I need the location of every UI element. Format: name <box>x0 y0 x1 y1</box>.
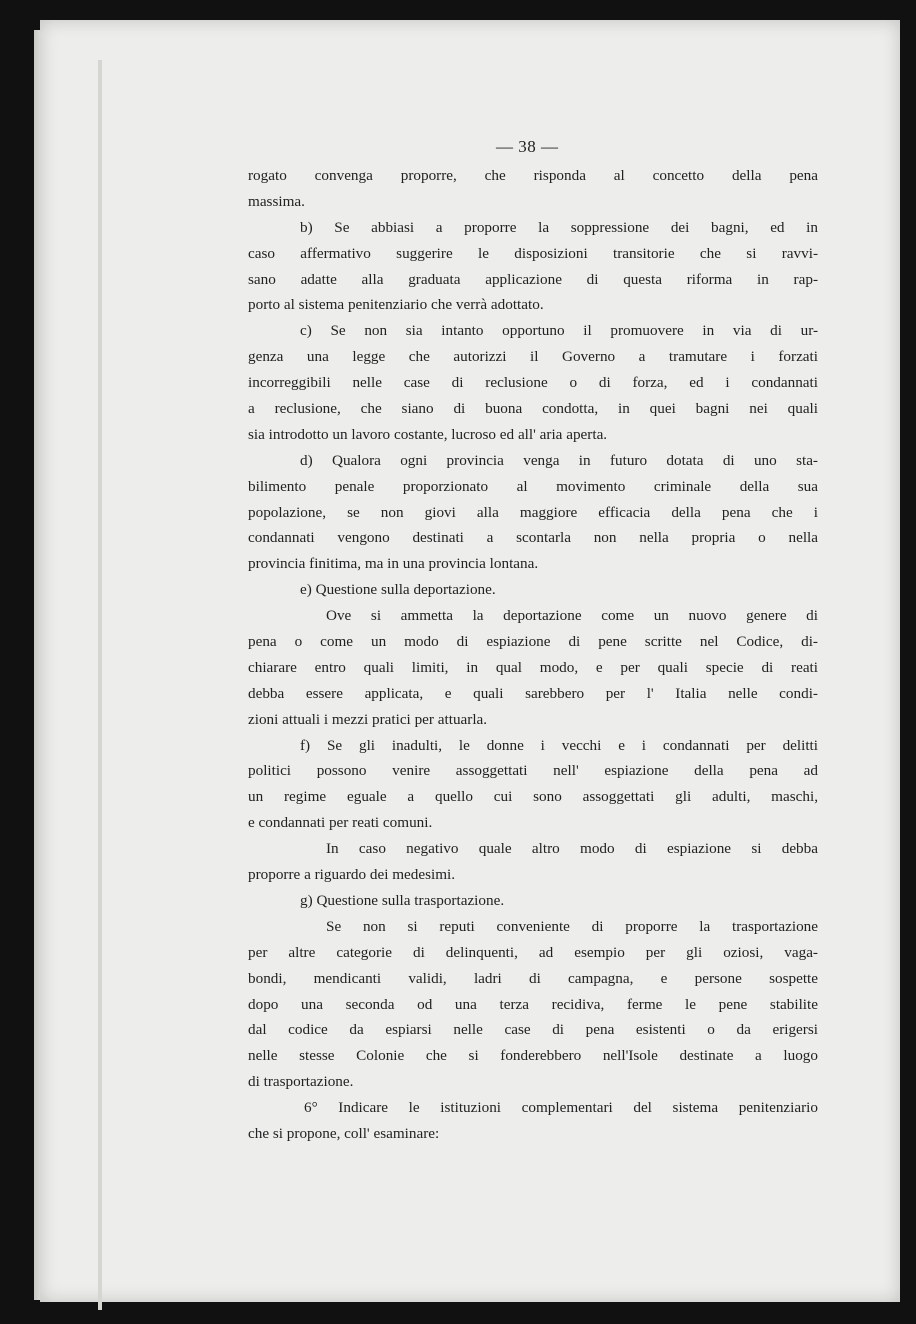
body-text <box>248 163 818 1147</box>
text-line: zioni attuali i mezzi pratici per attuarla. <box>248 710 488 728</box>
text-line: chiarare entro quali limiti, in qual modo, e per quali specie di reati <box>248 658 818 676</box>
text-line: e) Questione sulla deportazione. <box>300 581 496 599</box>
text-line: condannati vengono destinati a scontarla non nella propria o nella <box>248 529 818 547</box>
text-line: provincia finitima, ma in una provincia lontana. <box>248 555 539 573</box>
text-line: c) Se non sia intanto opportuno il promuovere in via di ur- <box>300 322 818 340</box>
text-line: caso affermativo suggerire le disposizioni transitorie che si ravvi- <box>248 244 818 262</box>
text-line: sano adatte alla graduata applicazione di questa riforma in rap- <box>248 270 818 288</box>
text-line: Ove si ammetta la deportazione come un nuovo genere di <box>326 607 818 625</box>
text-line: nelle stesse Colonie che si fonderebbero nell'Isole destinate a luogo <box>248 1047 818 1065</box>
text-line: e condannati per reati comuni. <box>248 814 433 832</box>
text-line: rogato convenga proporre, che risponda al concetto della pena <box>248 167 818 184</box>
text-line: dopo una seconda od una terza recidiva, ferme le pene stabilite <box>248 995 818 1013</box>
text-line: g) Questione sulla trasportazione. <box>300 891 505 909</box>
text-line: incorreggibili nelle case di reclusione o di forza, ed i condannati <box>248 374 818 392</box>
text-line: politici possono venire assoggettati nell' espiazione della pena ad <box>248 762 818 780</box>
text-line: proporre a riguardo dei medesimi. <box>248 866 456 884</box>
text-line: Se non si reputi conveniente di proporre la trasportazione <box>326 917 818 935</box>
text-line: a reclusione, che siano di buona condotta, in quei bagni nei quali <box>248 400 818 418</box>
text-line: d) Qualora ogni provincia venga in futuro dotata di uno sta- <box>300 451 818 469</box>
text-line: genza una legge che autorizzi il Governo a tramutare i forzati <box>248 348 818 366</box>
text-line: per altre categorie di delinquenti, ad esempio per gli oziosi, vaga- <box>248 943 818 961</box>
text-line: sia introdotto un lavoro costante, lucroso ed all' aria aperta. <box>248 425 608 443</box>
text-line: popolazione, se non giovi alla maggiore efficacia della pena che i <box>248 503 818 521</box>
text-line: dal codice da espiarsi nelle case di pena esistenti o da erigersi <box>248 1021 818 1039</box>
text-line: bondi, mendicanti validi, ladri di campagna, e persone sospette <box>248 969 818 987</box>
text-line: massima. <box>248 192 305 210</box>
text-line: 6° Indicare le istituzioni complementari del sistema penitenziario <box>304 1099 818 1117</box>
text-line: In caso negativo quale altro modo di espiazione si debba <box>326 840 818 858</box>
page-fold <box>98 60 102 1310</box>
text-line: che si propone, coll' esaminare: <box>248 1124 440 1142</box>
text-line: pena o come un modo di espiazione di pene scritte nel Codice, di- <box>248 633 818 651</box>
text-line: debba essere applicata, e quali sarebbero per l' Italia nelle condi- <box>248 684 818 702</box>
text-line: di trasportazione. <box>248 1073 354 1091</box>
text-line: bilimento penale proporzionato al movimento criminale della sua <box>248 477 818 495</box>
text-line: porto al sistema penitenziario che verrà adottato. <box>248 296 544 314</box>
text-line: b) Se abbiasi a proporre la soppressione dei bagni, ed in <box>300 218 818 236</box>
text-line: un regime eguale a quello cui sono assoggettati gli adulti, maschi, <box>248 788 818 806</box>
page-number: — 38 — <box>496 137 559 156</box>
text-line: f) Se gli inadulti, le donne i vecchi e i condannati per delitti <box>300 736 818 754</box>
